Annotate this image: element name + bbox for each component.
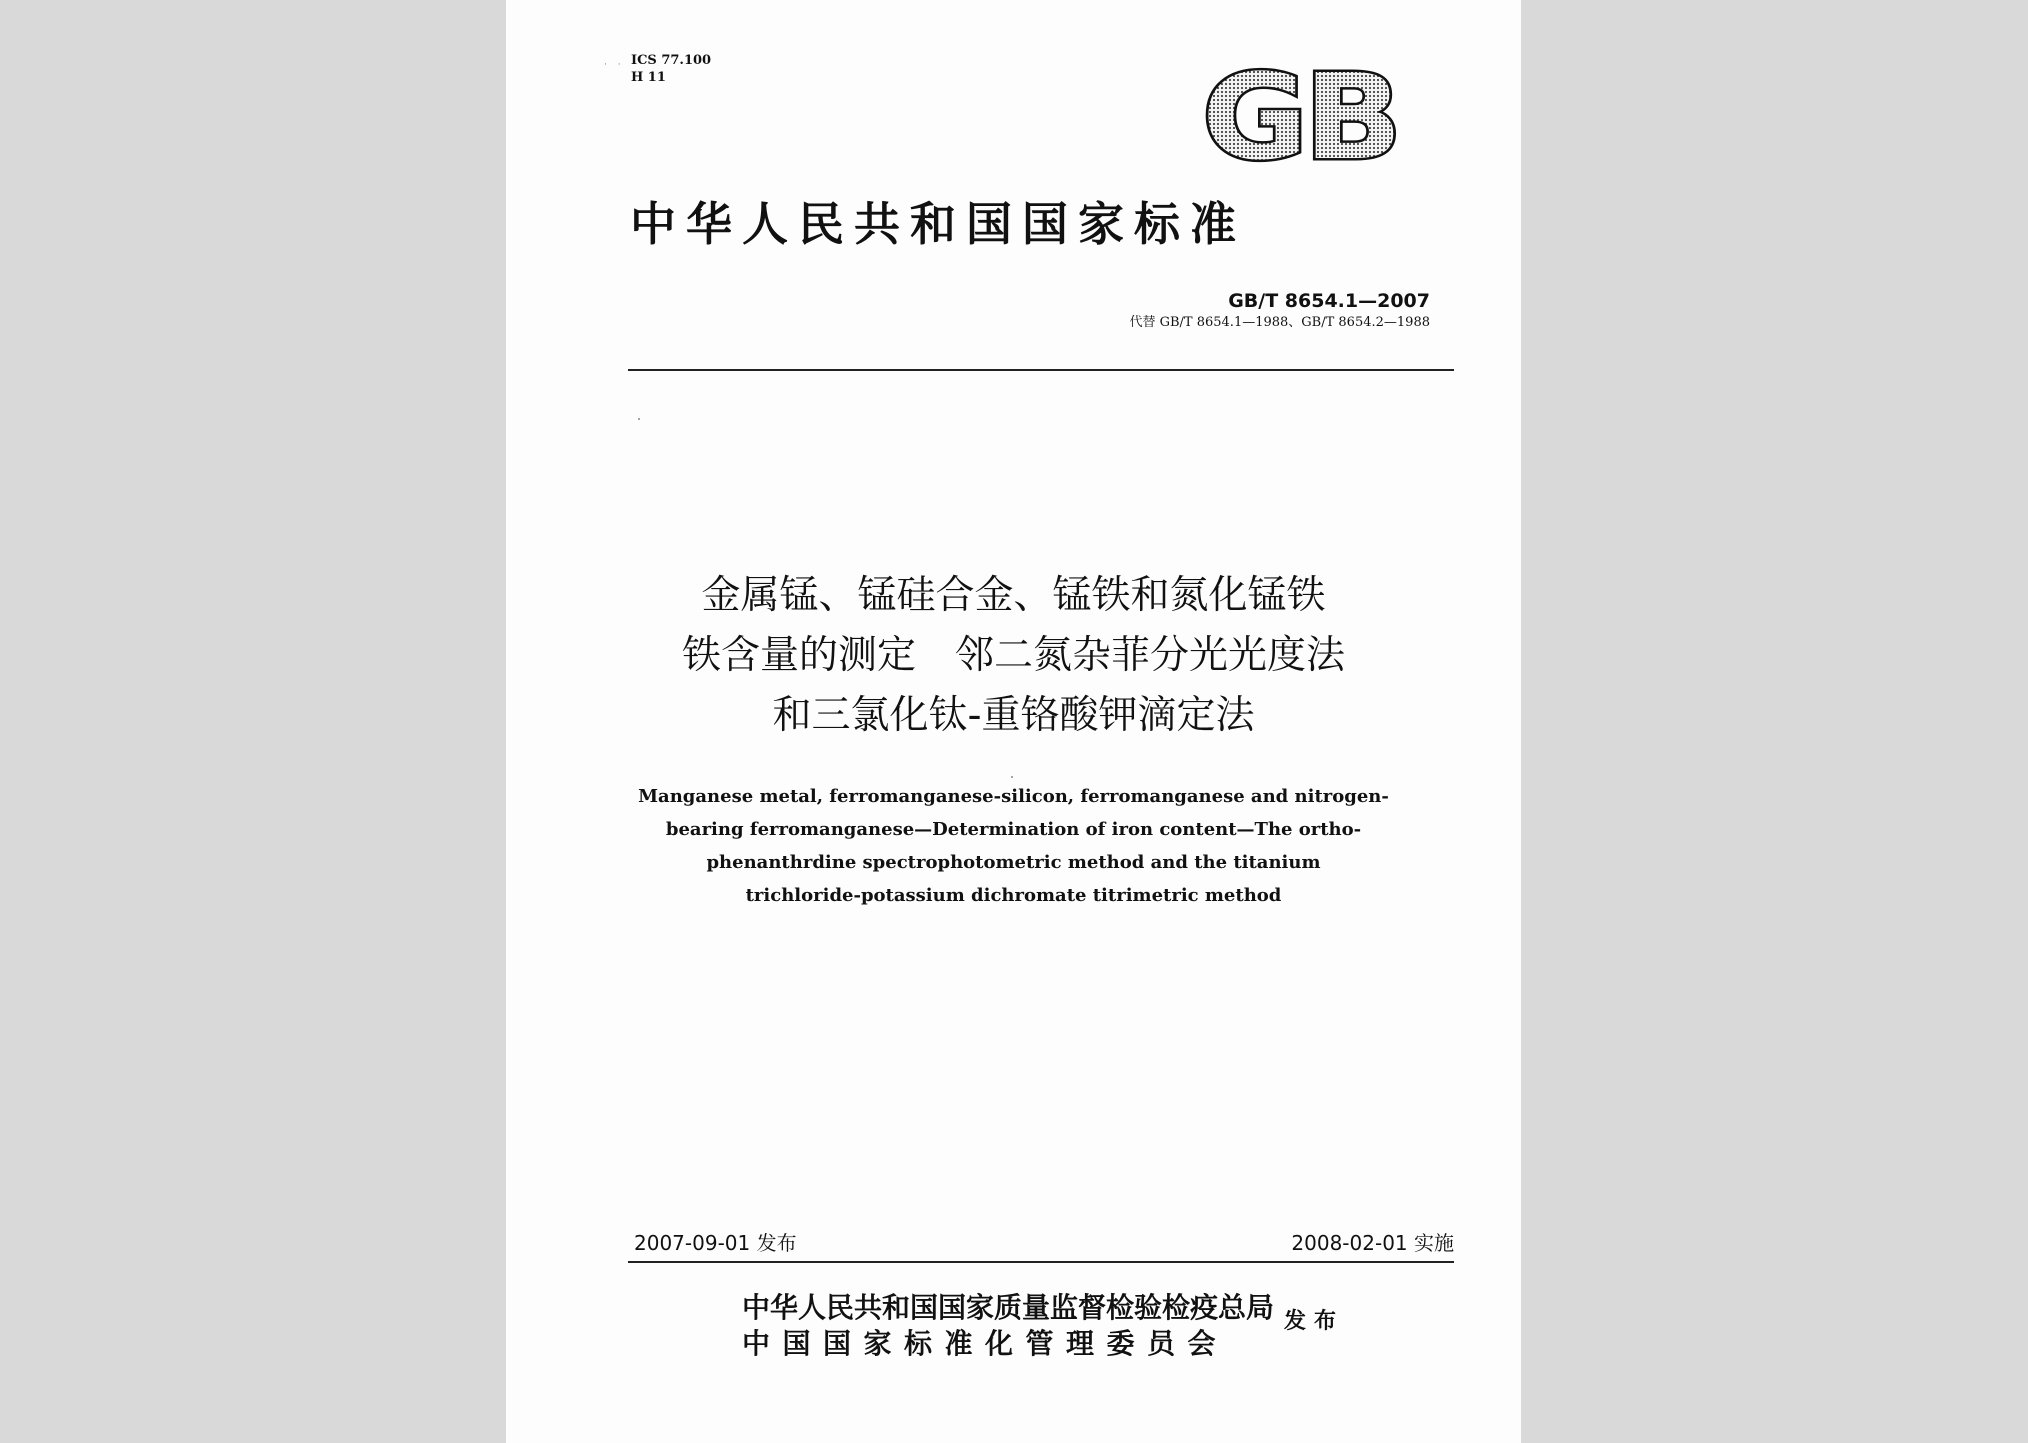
footer-divider <box>628 1261 1454 1263</box>
title-zh-line: 铁含量的测定 邻二氮杂菲分光光度法 <box>681 633 1345 678</box>
classification-codes <box>631 52 711 86</box>
national-standard-title: 中华人民共和国国家标准 <box>630 197 1246 251</box>
title-zh-line: 和三氯化钛-重铬酸钾滴定法 <box>772 693 1255 738</box>
scan-speck <box>1011 776 1013 778</box>
gb-logo-icon <box>1200 66 1400 168</box>
standard-number: GB/T 8654.1—2007 <box>1228 290 1430 312</box>
document-page <box>506 0 1521 1443</box>
title-zh-line: 金属锰、锰硅合金、锰铁和氮化锰铁 <box>701 573 1326 618</box>
title-en-line: Manganese metal, ferromanganese-silicon, ferromanganese and nitrogen- <box>638 786 1389 807</box>
scan-artifact: · · <box>604 60 625 70</box>
issue-date: 2007-09-01 发布 <box>634 1231 797 1255</box>
scan-speck <box>638 418 640 420</box>
replaces-standards: 代替 GB/T 8654.1—1988、GB/T 8654.2—1988 <box>1129 315 1430 330</box>
document-title-en <box>506 780 1521 912</box>
title-en-line: trichloride-potassium dichromate titrimetric method <box>745 885 1282 906</box>
title-en-line: phenanthrdine spectrophotometric method and the titanium <box>706 852 1321 873</box>
publish-label: 发布 <box>1284 1309 1345 1334</box>
publisher-aqsiq: 中华人民共和国国家质量监督检验检疫总局 <box>742 1291 1275 1324</box>
header-divider <box>628 369 1454 371</box>
ics-code: ICS 77.100 <box>631 53 712 68</box>
document-title-zh <box>506 566 1521 746</box>
title-en-line: bearing ferromanganese—Determination of iron content—The ortho- <box>665 819 1362 840</box>
implementation-date: 2008-02-01 实施 <box>1291 1231 1454 1255</box>
ccs-code: H 11 <box>631 70 666 85</box>
gb-logo-text: GB <box>1202 66 1398 168</box>
publishers <box>742 1290 1274 1362</box>
publisher-sac: 中国国家标准化管理委员会 <box>742 1327 1229 1360</box>
